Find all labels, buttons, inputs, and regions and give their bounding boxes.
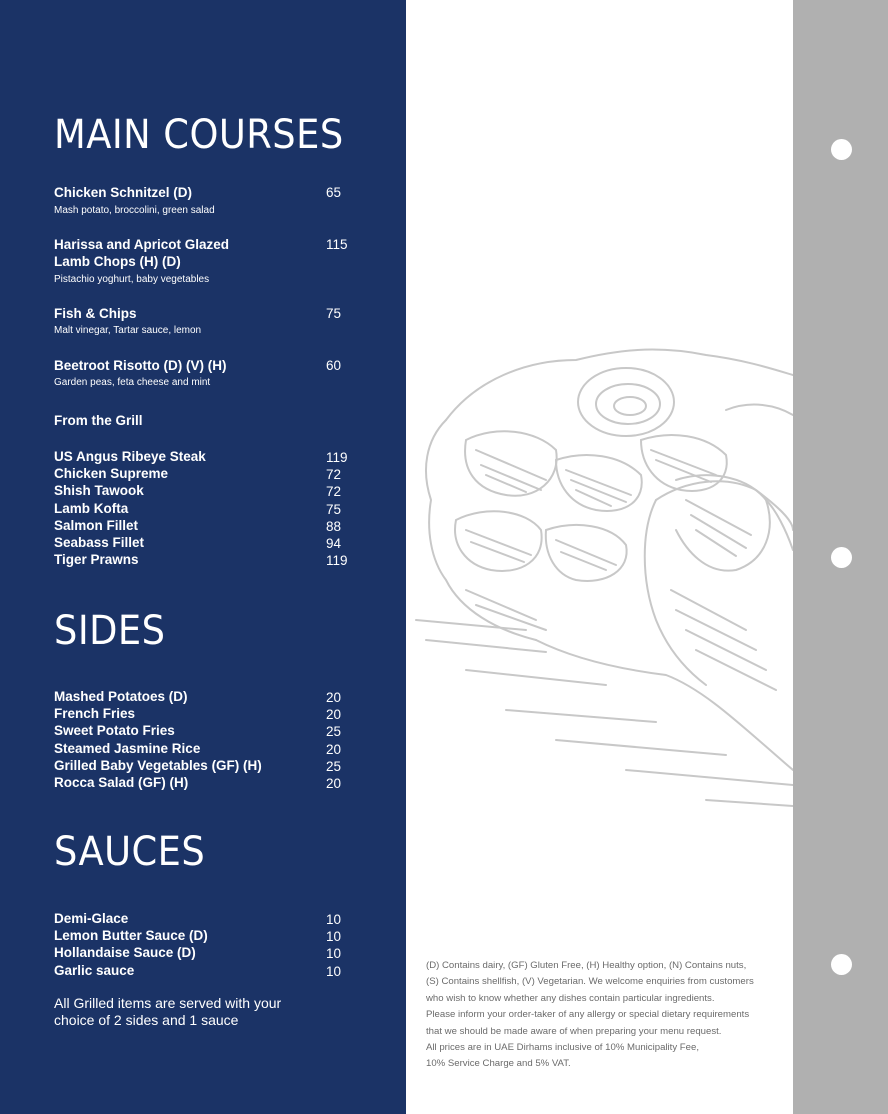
list-item: [54, 910, 354, 927]
disclaimer-line: (S) Contains shellfish, (V) Vegetarian. We welcome enquiries from customers: [426, 976, 754, 988]
item-price: 20: [326, 707, 342, 723]
dish-price: 65: [326, 185, 342, 200]
item-name: Mashed Potatoes (D): [54, 689, 188, 704]
item-price: 72: [326, 467, 342, 483]
item-price: 75: [326, 501, 342, 517]
binder-hole-icon: [831, 547, 852, 568]
disclaimer-line: Please inform your order-taker of any allergy or special dietary requirements: [426, 1009, 750, 1021]
item-name: French Fries: [54, 706, 136, 722]
list-item: [54, 740, 354, 757]
serving-note-line: All Grilled items are served with your: [54, 995, 282, 1011]
item-price: 10: [326, 946, 342, 962]
dish-name: Harissa and Apricot Glazed: [54, 237, 230, 252]
grill-heading: From the Grill: [54, 413, 143, 428]
sauces-title: SAUCES: [54, 829, 206, 875]
menu-panel: [0, 0, 406, 1114]
item-name: Steamed Jasmine Rice: [54, 740, 201, 756]
list-item: [54, 465, 354, 482]
item-price: 10: [326, 963, 342, 979]
allergen-disclaimer: [426, 958, 786, 1073]
item-price: 20: [326, 775, 342, 791]
item-name: Chicken Supreme: [54, 466, 169, 482]
sides-list: [54, 688, 354, 791]
list-item: [54, 551, 354, 568]
item-name: Lemon Butter Sauce (D): [54, 928, 208, 944]
dish-name: Fish & Chips: [54, 306, 137, 321]
list-item: [54, 927, 354, 944]
item-name: Sweet Potato Fries: [54, 723, 175, 739]
list-item: [54, 705, 354, 722]
list-item: [54, 722, 354, 739]
item-name: Tiger Prawns: [54, 552, 139, 568]
list-item: [54, 482, 354, 499]
item-price: 119: [326, 553, 348, 569]
list-item: [54, 517, 354, 534]
sauces-list: [54, 910, 354, 979]
dish-description: Mash potato, broccolini, green salad: [54, 205, 215, 216]
item-name: US Angus Ribeye Steak: [54, 449, 206, 464]
item-name: Rocca Salad (GF) (H): [54, 774, 189, 790]
dish-description: Garden peas, feta cheese and mint: [54, 377, 211, 388]
item-price: 88: [326, 518, 342, 534]
binder-hole-icon: [831, 954, 852, 975]
list-item: [54, 774, 354, 791]
list-item: [54, 500, 354, 517]
dish-description: Pistachio yoghurt, baby vegetables: [54, 274, 210, 285]
item-price: 25: [326, 724, 342, 740]
item-name: Salmon Fillet: [54, 517, 139, 533]
item-price: 10: [326, 929, 342, 945]
item-price: 72: [326, 484, 342, 500]
item-name: Demi-Glace: [54, 911, 129, 926]
disclaimer-line: (D) Contains dairy, (GF) Gluten Free, (H) Healthy option, (N) Contains nuts,: [426, 960, 747, 971]
disclaimer-line: 10% Service Charge and 5% VAT.: [426, 1058, 571, 1070]
list-item: [54, 688, 354, 705]
item-name: Shish Tawook: [54, 483, 144, 499]
item-name: Grilled Baby Vegetables (GF) (H): [54, 757, 262, 773]
serving-note-line: choice of 2 sides and 1 sauce: [54, 1012, 239, 1028]
serving-note: [54, 995, 314, 1029]
item-name: Lamb Kofta: [54, 500, 129, 516]
list-item: [54, 757, 354, 774]
disclaimer-line: that we should be made aware of when preparing your menu request.: [426, 1025, 722, 1037]
item-price: 10: [326, 912, 342, 927]
dish-name: Beetroot Risotto (D) (V) (H): [54, 358, 227, 373]
item-price: 119: [326, 450, 348, 465]
binder-hole-icon: [831, 139, 852, 160]
item-price: 20: [326, 690, 342, 705]
dish-price: 75: [326, 306, 342, 321]
sides-title: SIDES: [54, 608, 166, 654]
list-item: [54, 944, 354, 961]
dish-price: 115: [326, 237, 348, 252]
dish-price: 60: [326, 358, 342, 373]
list-item: [54, 962, 354, 979]
illustration-panel: [406, 0, 793, 1114]
dish-name: Chicken Schnitzel (D): [54, 185, 193, 200]
disclaimer-line: All prices are in UAE Dirhams inclusive of 10% Municipality Fee,: [426, 1041, 699, 1053]
dish-name: Lamb Chops (H) (D): [54, 254, 181, 269]
item-name: Hollandaise Sauce (D): [54, 945, 196, 961]
list-item: [54, 534, 354, 551]
main-courses-title: MAIN COURSES: [54, 112, 344, 158]
grill-list: [54, 448, 354, 568]
dish-description: Malt vinegar, Tartar sauce, lemon: [54, 325, 202, 336]
item-name: Seabass Fillet: [54, 534, 145, 550]
item-name: Garlic sauce: [54, 962, 135, 978]
item-price: 94: [326, 535, 342, 551]
item-price: 20: [326, 741, 342, 757]
steak-sketch-icon: [406, 330, 793, 820]
item-price: 25: [326, 758, 342, 774]
list-item: [54, 448, 354, 465]
disclaimer-line: who wish to know whether any dishes contain particular ingredients.: [426, 992, 715, 1004]
